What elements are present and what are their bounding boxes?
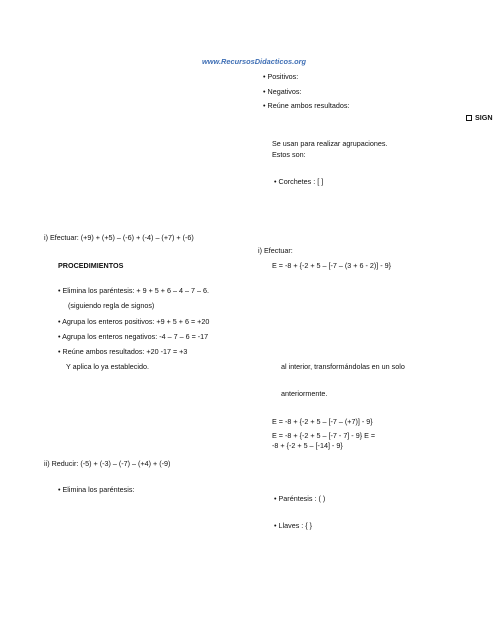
groups-description-line2: Estos son:: [272, 150, 306, 159]
step-negativos: • Agrupa los enteros negativos: -4 – 7 – 6 = -17: [58, 332, 209, 341]
procedimientos-heading: PROCEDIMIENTOS: [58, 261, 124, 270]
exercise-ii-left: ii) Reducir: (-5) + (-3) – (-7) – (+4) + (-9): [44, 459, 171, 468]
corchetes-item: • Corchetes : [ ]: [274, 177, 324, 186]
expression-1: E = -8 + {-2 + 5 – [-7 – (3 + 6 - 2)] - 9}: [272, 261, 392, 270]
interior-text: al interior, transformándolas en un solo: [281, 362, 405, 371]
exercise-i-left: i) Efectuar: (+9) + (+5) – (-6) + (-4) – (+7) + (-6): [44, 233, 194, 242]
parentesis-item: • Paréntesis : ( ): [274, 494, 326, 503]
step-regla: (siguiendo regla de signos): [68, 301, 155, 310]
reune-label: • Reúne ambos resultados:: [263, 101, 350, 110]
sign-heading-text: SIGN: [475, 113, 493, 122]
expression-3b: -8 + {-2 + 5 – [-14] - 9}: [272, 441, 343, 450]
positivos-label: • Positivos:: [263, 72, 299, 81]
step-reune: • Reúne ambos resultados: +20 -17 = +3: [58, 347, 188, 356]
llaves-item: • Llaves : { }: [274, 521, 313, 530]
step-positivos: • Agrupa los enteros positivos: +9 + 5 + 6 = +20: [58, 317, 210, 326]
checkbox-square-icon: [466, 115, 472, 121]
groups-description-line1: Se usan para realizar agrupaciones.: [272, 139, 388, 148]
step-aplica: Y aplica lo ya establecido.: [66, 362, 149, 371]
right-exercise-i: i) Efectuar:: [258, 246, 293, 255]
ii-step-elimina: • Elimina los paréntesis:: [58, 485, 135, 494]
negativos-label: • Negativos:: [263, 87, 302, 96]
site-url[interactable]: www.RecursosDidacticos.org: [202, 57, 307, 66]
expression-2: E = -8 + {-2 + 5 – [-7 – (+7)] - 9}: [272, 417, 373, 426]
anteriormente-text: anteriormente.: [281, 389, 328, 398]
signos-heading: [466, 114, 493, 123]
step-elimina: • Elimina los paréntesis: + 9 + 5 + 6 – 4 – 7 – 6.: [58, 286, 209, 295]
expression-3a: E = -8 + {-2 + 5 – [-7 - 7] - 9} E =: [272, 431, 376, 440]
